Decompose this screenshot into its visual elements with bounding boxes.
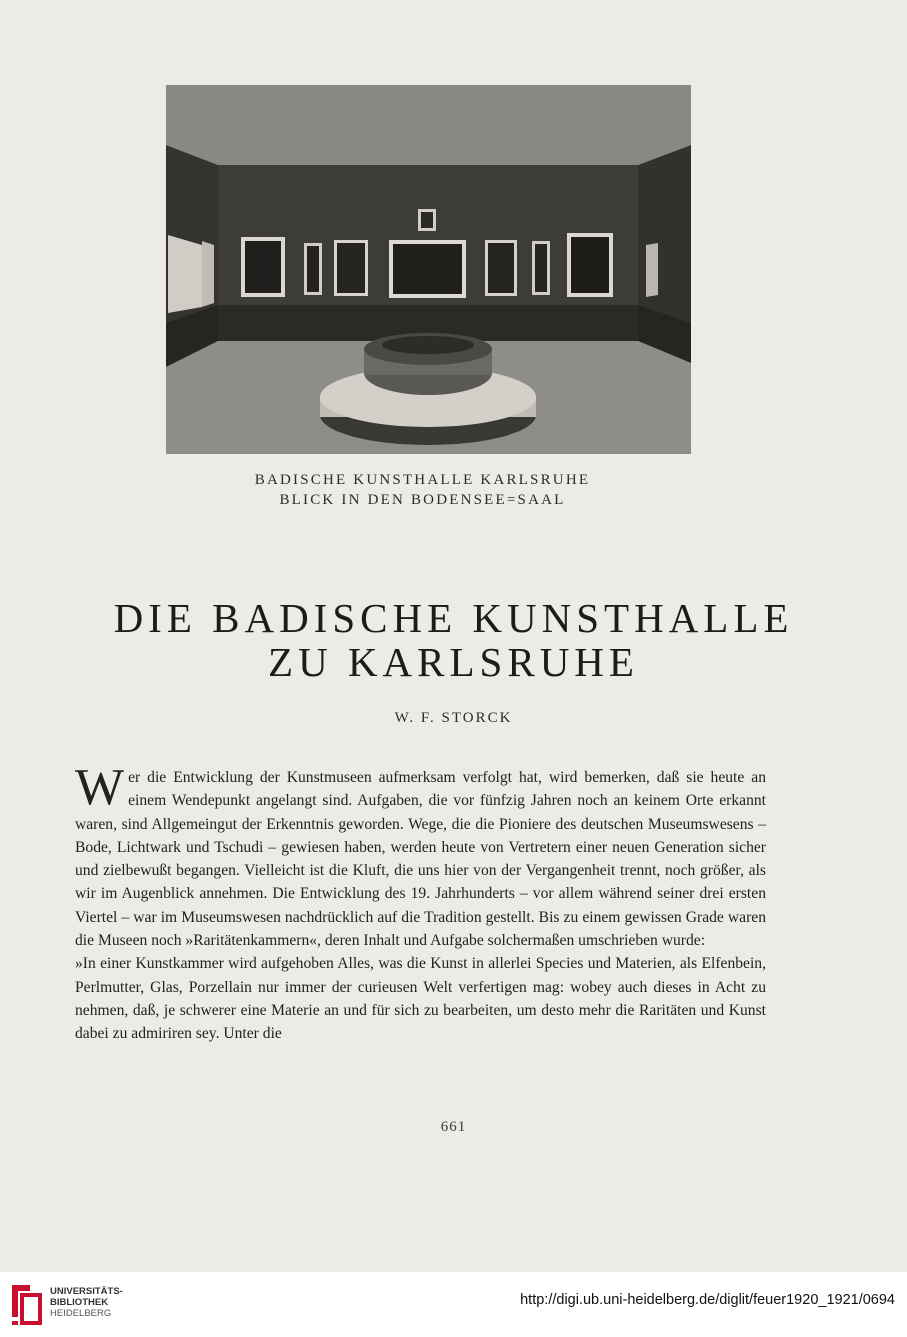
footer-bar — [0, 1272, 907, 1337]
article-paragraph — [75, 759, 766, 952]
article-paragraph — [75, 952, 766, 1045]
library-name-line2: BIBLIOTHEK — [50, 1297, 109, 1308]
photo-caption-line2: BLICK IN DEN BODENSEE=SAAL — [279, 492, 566, 508]
article-body — [75, 759, 766, 1046]
photo-caption-line1: BADISCHE KUNSTHALLE KARLSRUHE — [254, 472, 591, 488]
permalink-url[interactable]: http://digi.ub.uni-heidelberg.de/diglit/feuer1920_1921/0694 — [520, 1292, 895, 1308]
library-logo-icon[interactable] — [10, 1281, 44, 1331]
article-author: W. F. STORCK — [394, 710, 513, 726]
paragraph-text: »In einer Kunstkammer wird aufgehoben Alles, was die Kunst in allerlei Species und Materien, als Elfenbein, Perlmutter, Glas, Porzellain nur immer der curieusen Welt verfertigen mag: wobey auch dieses in Acht zu nehmen, daß, je schwerer eine Materie an und für sich zu bearbeiten, um desto mehr die Raritäten und Kunst dabei zu admiriren sey. Unter die — [75, 955, 766, 1043]
gallery-photograph — [166, 85, 691, 454]
paragraph-text: er die Entwicklung der Kunstmuseen aufmerksam verfolgt hat, wird bemerken, daß sie heute an einem Wendepunkt angelangt sind. Aufgaben, die vor fünfzig Jahren noch an keinem Orte erkannt waren, sind Allgemeingut der Erkenntnis geworden. Wege, die die Pioniere des deutschen Museumswesens – Bode, Lichtwark und Tschudi – gewiesen haben, werden heute von Vertretern einer neuen Generation sicher und zielbewußt begangen. Vielleicht ist die Kluft, die uns hier von der Vergangenheit trennt, noch größer, als wir im Augenblick annehmen. Die Entwicklung des 19. Jahrhunderts – vor allem während seiner drei ersten Viertel – war im Museumswesen nachdrücklich auf die Tradition gestellt. Bis zu einem gewissen Grade waren die Museen noch »Raritätenkammern«, deren Inhalt und Aufgabe solchermaßen umschrieben wurde: — [75, 769, 766, 950]
library-name-line1: UNIVERSITÄTS- — [50, 1286, 123, 1297]
library-name — [50, 1286, 123, 1319]
drop-cap: W — [75, 759, 125, 816]
article-title-line1: DIE BADISCHE KUNSTHALLE — [113, 595, 794, 641]
page-number: 661 — [440, 1119, 467, 1135]
library-name-line3: HEIDELBERG — [50, 1308, 112, 1319]
article-title-line2: ZU KARLSRUHE — [268, 639, 639, 685]
